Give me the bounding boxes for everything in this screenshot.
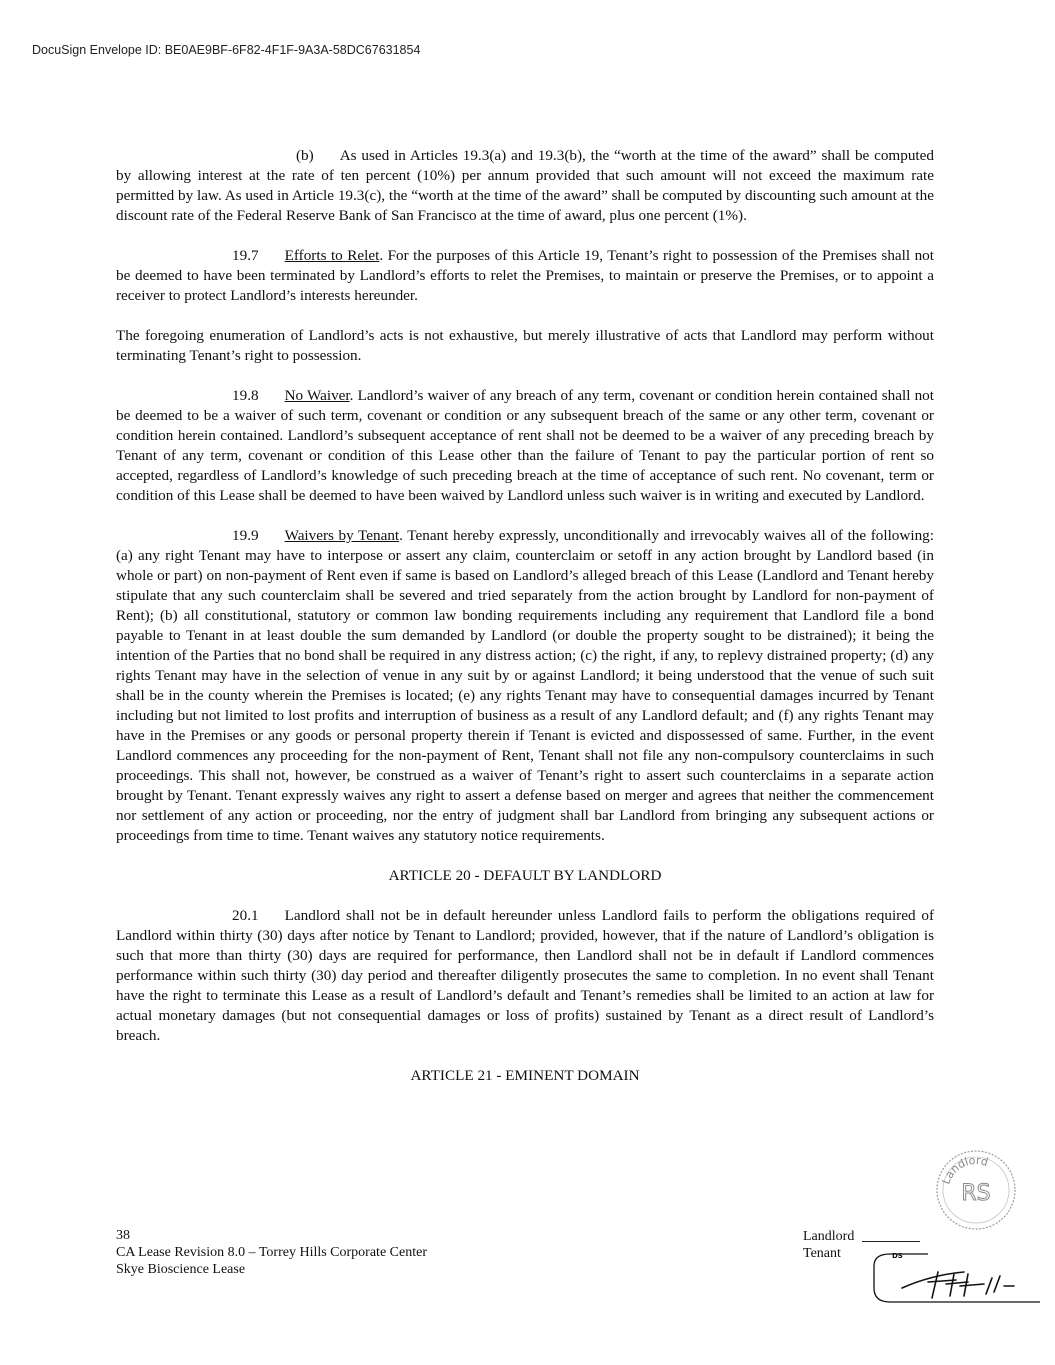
landlord-label: Landlord <box>803 1229 855 1244</box>
section-20-1-number: 20.1 <box>232 907 259 924</box>
paragraph-b-label: (b) <box>296 147 314 164</box>
article-21-heading: ARTICLE 21 - EMINENT DOMAIN <box>410 1067 640 1084</box>
section-19-9 <box>116 526 934 846</box>
article-20-heading: ARTICLE 20 - DEFAULT BY LANDLORD <box>388 867 662 884</box>
landlord-initial-line <box>803 1228 920 1245</box>
section-20-1-text: Landlord shall not be in default hereunder unless Landlord fails to perform the obligations required of Landlord within thirty (30) days after notice by Tenant to Landlord; provided, however, that if the nature of Landlord’s obligation is such that more than thirty (30) days are required for performance, then Landlord shall not be in default if Landlord commences performance within such thirty (30) day period and thereafter diligently prosecutes the same to completion. In no event shall Tenant have the right to terminate this Lease as a result of Landlord’s default and Tenant’s remedies shall be limited to an action at law for actual monetary damages (but not consequential damages or loss of profits) sustained by Tenant as a direct result of Landlord’s breach. <box>116 907 934 1044</box>
document-body <box>116 146 934 1106</box>
paragraph-b-text: As used in Articles 19.3(a) and 19.3(b), the “worth at the time of the award” shall be computed by allowing interest at the rate of ten percent (10%) per annum provided that such amount will not exceed the maximum rate permitted by law. As used in Article 19.3(c), the “worth at the time of the award” shall be computed by discounting such amount at the discount rate of the Federal Reserve Bank of San Francisco at the time of award, plus one percent (1%). <box>116 147 934 224</box>
section-19-7 <box>116 246 934 306</box>
landlord-initial-stamp <box>934 1148 1018 1232</box>
section-19-7-text: . For the purposes of this Article 19, Tenant’s right to possession of the Premises shall not be deemed to have been terminated by Landlord’s efforts to relet the Premises, to maintain or preserve the Premises, or to appoint a receiver to protect Landlord’s interests hereunder. <box>116 247 934 304</box>
section-19-9-title: Waivers by Tenant <box>284 527 400 544</box>
section-19-8-number: 19.8 <box>232 387 259 404</box>
lease-name: Skye Bioscience Lease <box>116 1262 246 1277</box>
envelope-id: DocuSign Envelope ID: BE0AE9BF-6F82-4F1F-9A3A-58DC67631854 <box>32 43 421 57</box>
stamp-initials: RS <box>961 1181 991 1206</box>
section-19-9-number: 19.9 <box>232 527 259 544</box>
section-19-7-title: Efforts to Relet <box>284 247 380 264</box>
section-19-9-text: . Tenant hereby expressly, unconditionally and irrevocably waives all of the following: (a) any right Tenant may have to interpose or assert any claim, counterclaim or setoff in any action brought by Landlord based (in whole or part) on non-payment of Rent even if same is based on Landlord’s alleged breach of this Lease (Landlord and Tenant hereby stipulate that any such counterclaim shall be severed and tried separately from the action brought by Landlord for non-payment of Rent); (b) all constitutional, statutory or common law bonding requirements including any requirement that Landlord file a bond payable to Tenant in at least double the sum demanded by Landlord (or double the property sought to be distrained); it being the intention of the Parties that no bond shall be required in any distress action; (c) the right, if any, to replevy distrained property; (d) any rights Tenant may have in the selection of venue in any suit by or against Landlord; it being understood that the venue of such suit shall be in the county wherein the Premises is located; (e) any rights Tenant may have to consequential damages incurred by Tenant including but not limited to lost profits and interruption of business as a result of any Landlord default; and (f) any rights Tenant may have in the Premises or any goods or personal property therein if Tenant is evicted and dispossessed of same. Further, in the event Landlord commences any proceeding for the non-payment of Rent, Tenant shall not file any non-compulsory counterclaims in such proceedings. This shall not, however, be construed as a waiver of Tenant’s right to assert such counterclaims in a separate action brought by Tenant. Tenant expressly waives any right to assert a defense based on merger and agrees that neither the commencement nor settlement of any action or proceeding, nor the entry of judgment shall bar Landlord from bringing any subsequent actions or proceedings from time to time. Tenant waives any statutory notice requirements. <box>116 527 934 844</box>
page-number: 38 <box>116 1228 130 1243</box>
landlord-signature-line <box>862 1241 920 1242</box>
stamp-ring-label: Landlord <box>939 1153 990 1187</box>
tenant-label: Tenant <box>803 1246 841 1261</box>
docusign-initial-box <box>868 1252 1040 1304</box>
section-19-7-number: 19.7 <box>232 247 259 264</box>
paragraph-b <box>116 146 934 226</box>
page-footer <box>116 1227 427 1278</box>
ds-tag: DS <box>892 1252 903 1260</box>
tenant-handwritten-initials <box>902 1272 1014 1298</box>
lease-revision: CA Lease Revision 8.0 – Torrey Hills Corporate Center <box>116 1245 427 1260</box>
section-19-8-text: . Landlord’s waiver of any breach of any term, covenant or condition herein contained shall not be deemed to be a waiver of such term, covenant or condition or any subsequent breach of the same or any other term, covenant or condition herein contained. Landlord’s subsequent acceptance of rent shall not be deemed to be a waiver of any preceding breach by Tenant of any term, covenant or condition of this Lease other than the failure of Tenant to pay the particular portion of rent so accepted, regardless of Landlord’s knowledge of such preceding breach at the time of acceptance of such rent. No covenant, term or condition of this Lease shall be deemed to have been waived by Landlord unless such waiver is in writing and executed by Landlord. <box>116 387 934 504</box>
enumeration-paragraph: The foregoing enumeration of Landlord’s acts is not exhaustive, but merely illustrative of acts that Landlord may perform without terminating Tenant’s right to possession. <box>116 327 934 364</box>
section-19-8 <box>116 386 934 506</box>
section-19-8-title: No Waiver <box>284 387 350 404</box>
section-20-1 <box>116 906 934 1046</box>
